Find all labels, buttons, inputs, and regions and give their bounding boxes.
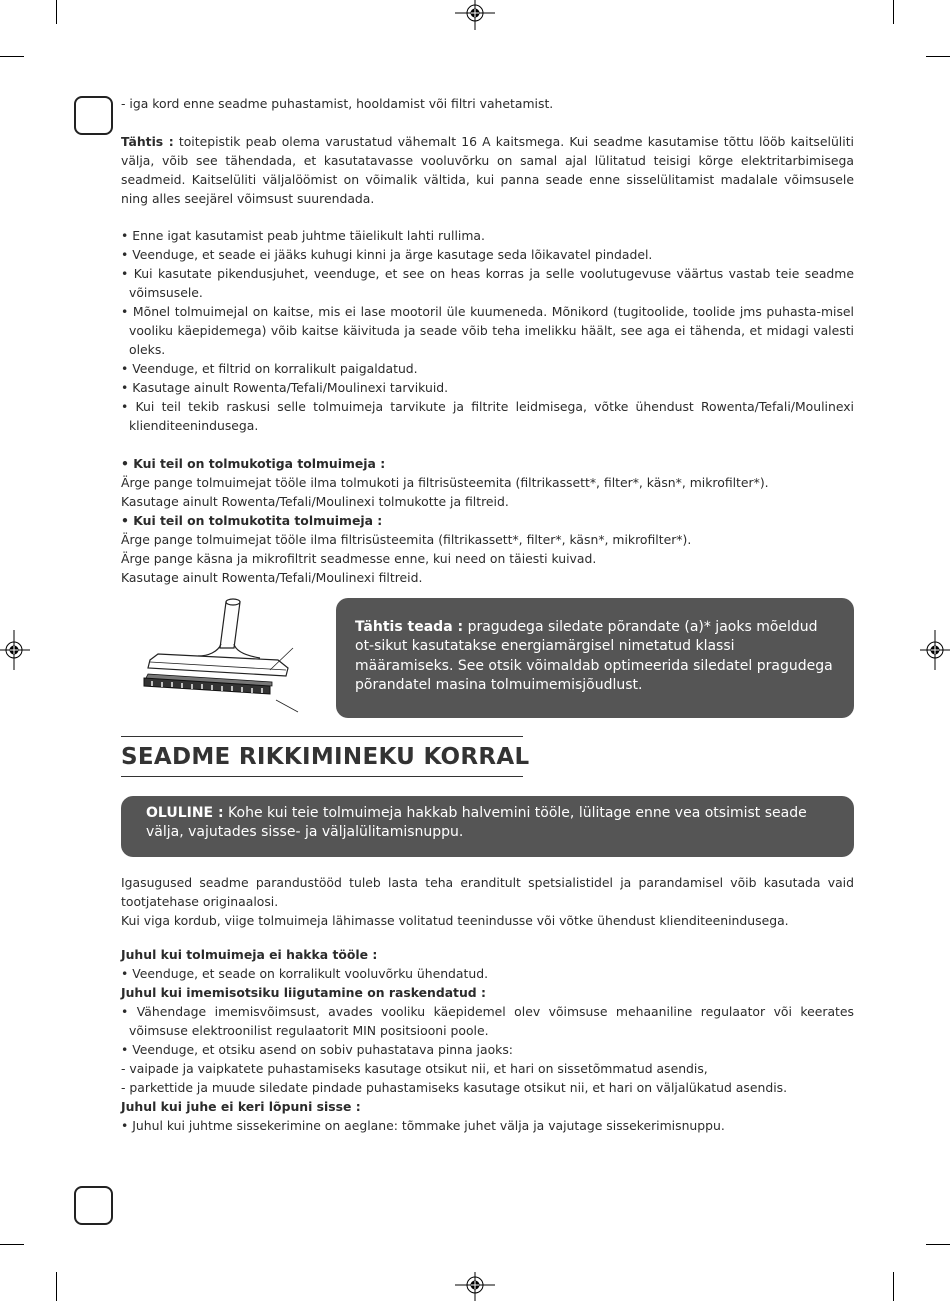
list-item: • Juhul kui juhtme sissekerimine on aeglane: tõmmake juhet välja ja vajutage sissekerimisnuppu. <box>121 1118 725 1133</box>
registration-mark-left <box>0 630 30 670</box>
list-item: • Vähendage imemisvõimsust, avades vooliku käepidemel olev võimsuse mehaaniline regulaator või keerates võimsuse elektroonilist regulaatorit MIN positsiooni poole. <box>121 1004 854 1038</box>
repair-paragraph-2: Kui viga kordub, viige tolmuimeja lähimasse volitatud teenindusse või võtke ühendust klienditeenindusega. <box>121 913 789 928</box>
important-paragraph <box>121 132 854 208</box>
important-text: toitepistik peab olema varustatud vähemalt 16 A kaitsmega. Kui seadme kasutamise tõttu lööb kaitselüliti välja, võib see tähendada, et kasutatavasse vooluvõrku on samal ajal lülitatud teisigi kõrge elektritarbimisega seadmeid. Kaitselüliti väljalöömist on võimalik vältida, kui panna seade enne sisselülitamist madalale võimsusele ning alles seejärel võimsust suurendada. <box>121 134 854 206</box>
bagless-heading: • Kui teil on tolmukotita tolmuimeja : <box>121 513 383 528</box>
repair-paragraph: Igasugused seadme parandustööd tuleb lasta teha eranditult spetsialistidel ja parandamisel võib kasutada vaid tootjatehase originaalosi. <box>121 875 854 909</box>
trouble-heading: Juhul kui juhe ei keri lõpuni sisse : <box>121 1099 361 1114</box>
list-item: • Mõnel tolmuimejal on kaitse, mis ei lase mootoril üle kuumeneda. Mõnikord (tugitoolide, toolide jms puhasta-misel vooliku käepidemega) võib kaitse käivituda ja seade võib teha imelikku häält, see aga ei tähenda, et midagi valesti oleks. <box>121 304 854 357</box>
bag-heading: • Kui teil on tolmukotiga tolmuimeja : <box>121 456 386 471</box>
info-callout-label: Tähtis teada : <box>355 619 464 635</box>
list-item: - vaipade ja vaipkatete puhastamiseks kasutage otsikut nii, et hari on sissetõmmatud asendis, <box>121 1061 708 1076</box>
list-item: • Veenduge, et filtrid on korralikult paigaldatud. <box>121 361 418 376</box>
bag-section <box>121 454 854 587</box>
important-callout-label: OLULINE : <box>146 805 224 821</box>
floor-nozzle-illustration <box>138 596 308 718</box>
section-title: SEADME RIKKIMINEKU KORRAL <box>121 736 523 777</box>
bag-line: Kasutage ainult Rowenta/Tefali/Moulinexi tolmukotte ja filtreid. <box>121 494 509 509</box>
troubleshooting-section <box>121 945 854 1135</box>
list-item: • Kasutage ainult Rowenta/Tefali/Moulinexi tarvikuid. <box>121 380 449 395</box>
safety-bullet-list <box>121 226 854 435</box>
list-item: • Veenduge, et seade ei jääks kuhugi kinni ja ärge kasutage seda lõikavatel pindadel. <box>121 247 653 262</box>
registration-mark-right <box>920 630 950 670</box>
info-callout <box>336 598 854 718</box>
registration-mark-top <box>455 0 495 30</box>
list-item: • Veenduge, et seade on korralikult vooluvõrku ühendatud. <box>121 966 489 981</box>
bagless-line: Kasutage ainult Rowenta/Tefali/Moulinexi filtreid. <box>121 570 423 585</box>
trouble-heading: Juhul kui imemisotsiku liigutamine on raskendatud : <box>121 985 486 1000</box>
important-label: Tähtis : <box>121 134 174 149</box>
info-callout-text: pragudega siledate põrandate (a)* jaoks mõeldud ot-sikut kasutatakse energiamärgisel nimetatud klassi määramiseks. See otsik võimaldab optimeerida siledatel pragudega põrandatel masina tolmuimemisjõudlust. <box>355 619 833 693</box>
page-tab-top <box>74 96 113 135</box>
list-item: • Kui kasutate pikendusjuhet, veenduge, et see on heas korras ja selle voolutugevuse väärtus vastab teie seadme võimsusele. <box>121 266 854 300</box>
bag-line: Ärge pange tolmuimejat tööle ilma tolmukoti ja filtrisüsteemita (filtrikassett*, filter*, käsn*, mikrofilter*). <box>121 475 769 490</box>
page-tab-bottom <box>74 1186 113 1225</box>
intro-line: - iga kord enne seadme puhastamist, hooldamist või filtri vahetamist. <box>121 96 554 111</box>
trouble-heading: Juhul kui tolmuimeja ei hakka tööle : <box>121 947 378 962</box>
registration-mark-bottom <box>455 1272 495 1301</box>
bagless-line: Ärge pange tolmuimejat tööle ilma filtrisüsteemita (filtrikassett*, filter*, käsn*, mikrofilter*). <box>121 532 692 547</box>
bagless-line: Ärge pange käsna ja mikrofiltrit seadmesse enne, kui need on täiesti kuivad. <box>121 551 597 566</box>
list-item: - parkettide ja muude siledate pindade puhastamiseks kasutage otsikut nii, et hari on väljalükatud asendis. <box>121 1080 788 1095</box>
important-callout <box>121 796 854 857</box>
important-callout-text: Kohe kui teie tolmuimeja hakkab halvemini tööle, lülitage enne vea otsimist seade välja, vajutades sisse- ja väljalülitamisnuppu. <box>146 805 807 841</box>
list-item: • Kui teil tekib raskusi selle tolmuimeja tarvikute ja filtrite leidmisega, võtke ühendust Rowenta/Tefali/Moulinexi klienditeenindusega. <box>121 399 854 433</box>
list-item: • Veenduge, et otsiku asend on sobiv puhastatava pinna jaoks: <box>121 1042 513 1057</box>
list-item: • Enne igat kasutamist peab juhtme täielikult lahti rullima. <box>121 228 485 243</box>
